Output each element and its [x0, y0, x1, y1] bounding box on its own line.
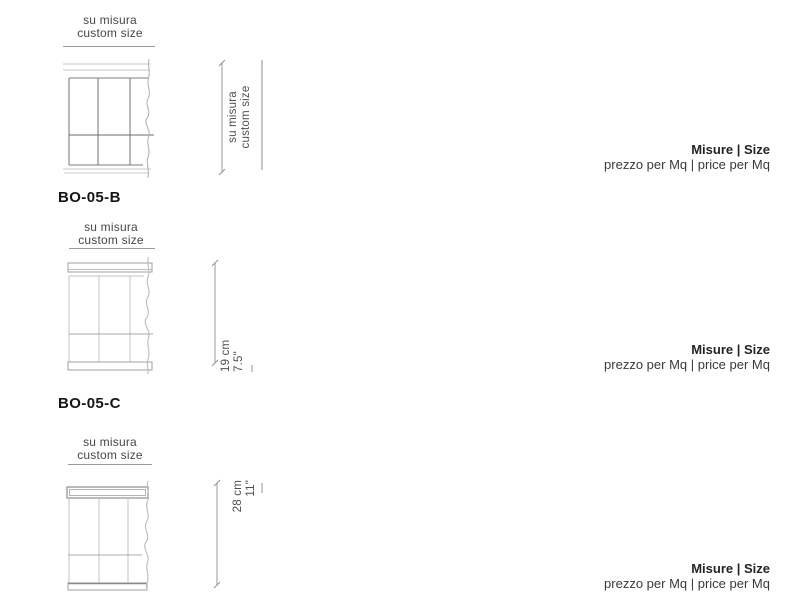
- dimension-line2: 11": [245, 480, 257, 497]
- wavy-break-line: [145, 481, 149, 590]
- size-label: [55, 14, 165, 39]
- top-rail-lines: [63, 64, 151, 70]
- panel-grid: [69, 78, 149, 165]
- size-label-line1: su misura: [83, 435, 137, 449]
- wavy-break-line: [146, 59, 150, 178]
- price-per-mq-text: prezzo per Mq | price per Mq: [604, 357, 770, 372]
- vertical-dimension-label: [227, 72, 253, 162]
- price-info-block: [604, 342, 770, 372]
- price-info-block: [604, 561, 770, 591]
- dimension-line1: su misura: [227, 91, 239, 143]
- pelmet-band-inner: [70, 490, 146, 496]
- vertical-dimension-label: [220, 328, 246, 372]
- size-label: [56, 221, 166, 246]
- dimension-line2: 7.5": [233, 351, 245, 372]
- price-per-mq-text: prezzo per Mq | price per Mq: [604, 576, 770, 591]
- size-label: [55, 436, 165, 461]
- size-label-line1: su misura: [83, 13, 137, 27]
- price-info-block: [604, 142, 770, 172]
- wavy-break-line: [145, 257, 149, 374]
- misure-size-heading: Misure | Size: [691, 561, 770, 576]
- price-per-mq-text: prezzo per Mq | price per Mq: [604, 157, 770, 172]
- top-rail-band: [68, 263, 152, 272]
- misure-size-heading: Misure | Size: [691, 342, 770, 357]
- panel-grid: [69, 498, 128, 583]
- dimension-line1: 19 cm: [220, 339, 232, 372]
- size-label-line1: su misura: [84, 220, 138, 234]
- misure-size-heading: Misure | Size: [691, 142, 770, 157]
- dimension-line1: 28 cm: [232, 480, 244, 513]
- size-label-line2: custom size: [77, 25, 143, 40]
- product-code: BO-05-B: [58, 189, 121, 206]
- bottom-rail-lines: [63, 169, 151, 173]
- size-label-line2: custom size: [78, 232, 144, 247]
- panel-grid: [69, 276, 144, 362]
- vertical-dimension-label: [232, 480, 258, 524]
- size-label-line2: custom size: [77, 447, 143, 462]
- pelmet-band-outer: [67, 487, 148, 498]
- dimension-line2: custom size: [240, 85, 252, 149]
- bottom-rail-band: [68, 362, 152, 370]
- product-code: BO-05-C: [58, 395, 121, 412]
